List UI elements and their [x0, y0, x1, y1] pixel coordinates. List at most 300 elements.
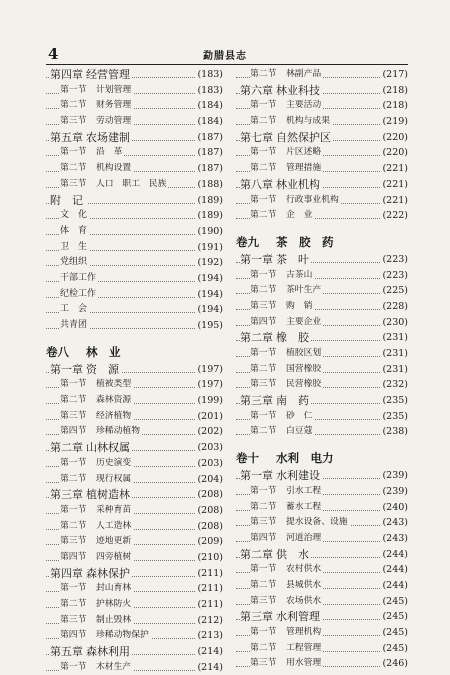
toc-right-column	[236, 67, 408, 672]
toc-entry-label	[250, 562, 323, 578]
toc-entry-page: (204)	[195, 472, 223, 488]
toc-entry-chapter	[236, 177, 408, 193]
toc-entry-label	[240, 252, 311, 268]
toc-entry-section	[236, 562, 408, 578]
toc-entry-title: 封山育林	[96, 583, 132, 594]
toc-entry-label	[250, 145, 323, 161]
toc-entry-title: 劳动管理	[96, 116, 132, 127]
toc-entry-number: 第三章	[240, 610, 273, 624]
toc-entry-label	[250, 656, 323, 672]
toc-entry-page: (225)	[380, 283, 408, 299]
toc-entry-section	[236, 268, 408, 284]
toc-entry-section	[46, 660, 223, 675]
toc-entry-number: 第二节	[250, 116, 277, 127]
toc-entry-chapter	[46, 193, 223, 209]
toc-entry-label	[240, 393, 311, 409]
toc-entry-label	[50, 440, 132, 456]
toc-entry-number: 第五章	[50, 645, 83, 659]
toc-entry-title: 白豆蔻	[286, 426, 313, 437]
toc-entry-label	[60, 581, 133, 597]
toc-entry-title: 经营管理	[86, 68, 130, 81]
toc-entry-title: 资 源	[86, 362, 119, 376]
toc-entry-chapter	[236, 252, 408, 268]
toc-entry-title: 沿 革	[96, 147, 123, 158]
toc-entry-page: (201)	[195, 409, 223, 425]
toc-entry-section	[236, 161, 408, 177]
toc-entry-label	[250, 67, 323, 83]
toc-entry-number: 第七章	[240, 130, 273, 144]
toc-entry-title: 工程管理	[286, 642, 322, 653]
toc-entry-title: 植被类型	[96, 379, 132, 390]
toc-entry-title: 经济植物	[96, 410, 132, 421]
toc-entry-label	[236, 448, 336, 468]
toc-entry-section	[46, 550, 223, 566]
toc-entry-chapter	[46, 566, 223, 582]
toc-entry-page: (184)	[195, 98, 223, 114]
toc-entry-title: 茶 胶 药	[276, 234, 334, 249]
toc-entry-label	[60, 409, 133, 425]
toc-entry-page: (217)	[380, 67, 408, 83]
toc-entry-label	[60, 208, 89, 224]
toc-entry-section	[236, 193, 408, 209]
toc-entry-label	[250, 377, 323, 393]
toc-entry-page: (244)	[380, 578, 408, 594]
toc-entry-number: 第一节	[60, 457, 87, 468]
toc-entry-title: 林 业	[86, 344, 121, 359]
toc-entry-title: 县城供水	[286, 579, 322, 590]
toc-entry-misc	[46, 287, 223, 303]
toc-entry-number: 第一节	[60, 583, 87, 594]
toc-entry-label	[60, 424, 142, 440]
toc-entry-label	[60, 597, 133, 613]
toc-entry-page: (214)	[195, 660, 223, 675]
toc-entry-number: 第四章	[50, 68, 83, 81]
toc-entry-title: 用水管理	[286, 658, 322, 669]
toc-entry-number: 第一节	[60, 147, 87, 158]
toc-entry-title: 人工造林	[96, 520, 132, 531]
toc-entry-title: 护林防火	[96, 599, 132, 609]
toc-entry-label	[250, 531, 323, 547]
toc-entry-number: 第一节	[250, 410, 277, 421]
toc-entry-label	[240, 130, 333, 146]
toc-entry-title: 国营橡胶	[286, 363, 322, 374]
toc-entry-number: 第二节	[60, 163, 87, 174]
toc-entry-label	[250, 424, 314, 440]
toc-entry-chapter	[46, 130, 223, 146]
toc-entry-number: 第一节	[250, 348, 277, 358]
toc-entry-page: (245)	[380, 641, 408, 657]
toc-entry-page: (220)	[380, 145, 408, 161]
toc-entry-section	[236, 656, 408, 672]
toc-entry-number: 第四节	[60, 630, 87, 641]
toc-entry-page: (244)	[380, 547, 408, 563]
toc-entry-number: 第三节	[60, 536, 87, 547]
toc-entry-section	[236, 362, 408, 378]
toc-entry-page: (211)	[195, 581, 223, 597]
toc-entry-label	[50, 193, 88, 209]
toc-entry-label	[60, 660, 133, 675]
toc-entry-page: (231)	[380, 362, 408, 378]
toc-entry-label	[60, 503, 133, 519]
toc-entry-page: (197)	[195, 362, 223, 378]
toc-entry-title: 干部工作	[60, 272, 97, 283]
page-number: 4	[48, 45, 59, 63]
toc-entry-title: 林副产品	[286, 69, 322, 79]
header-rule	[46, 64, 408, 65]
toc-entry-title: 管理措施	[286, 163, 322, 174]
toc-entry-page: (231)	[380, 346, 408, 362]
toc-entry-number: 第二节	[60, 473, 87, 484]
toc-entry-number: 第二章	[240, 331, 273, 345]
toc-entry-misc	[46, 224, 223, 240]
toc-entry-section	[46, 456, 223, 472]
toc-entry-number: 第二节	[60, 395, 87, 406]
toc-entry-section	[236, 346, 408, 362]
toc-entry-chapter	[46, 440, 223, 456]
toc-entry-number: 第四节	[250, 316, 277, 327]
toc-entry-title: 机构与成果	[286, 116, 330, 127]
toc-entry-label	[250, 299, 314, 315]
toc-entry-number: 第二章	[240, 547, 273, 561]
toc-entry-misc	[46, 318, 223, 334]
toc-entry-number: 第五章	[50, 130, 83, 144]
toc-entry-label	[250, 98, 323, 114]
toc-entry-section	[236, 114, 408, 130]
toc-entry-number: 第一节	[250, 564, 277, 575]
toc-entry-section	[46, 114, 223, 130]
toc-entry-title: 四旁植树	[96, 551, 132, 562]
toc-entry-title: 供 水	[276, 547, 309, 561]
toc-entry-section	[236, 484, 408, 500]
toc-entry-page: (246)	[380, 656, 408, 672]
toc-entry-number: 第二节	[250, 285, 277, 296]
toc-entry-juan	[236, 448, 408, 468]
toc-entry-page: (244)	[380, 562, 408, 578]
toc-entry-misc	[46, 240, 223, 256]
toc-entry-chapter	[236, 130, 408, 146]
toc-entry-section	[236, 283, 408, 299]
toc-entry-misc	[46, 302, 223, 318]
toc-entry-number: 第二节	[250, 501, 277, 512]
toc-entry-number: 第一节	[250, 100, 277, 111]
toc-entry-page: (197)	[195, 377, 223, 393]
toc-entry-title: 森林保护	[86, 566, 130, 580]
toc-entry-page: (245)	[380, 609, 408, 625]
toc-entry-section	[46, 83, 223, 99]
toc-entry-label	[60, 255, 89, 271]
toc-entry-page: (221)	[380, 161, 408, 177]
toc-entry-title: 机构设置	[96, 163, 132, 174]
toc-entry-section	[46, 161, 223, 177]
toc-entry-section	[236, 377, 408, 393]
toc-entry-page: (199)	[195, 393, 223, 409]
toc-entry-page: (183)	[195, 67, 223, 83]
toc-entry-chapter	[236, 330, 408, 346]
toc-entry-label	[250, 484, 323, 500]
toc-entry-number: 卷十	[236, 451, 259, 466]
toc-entry-label	[60, 161, 133, 177]
toc-entry-chapter	[236, 547, 408, 563]
toc-entry-chapter	[46, 487, 223, 503]
toc-entry-number: 第八章	[240, 177, 273, 191]
toc-entry-label	[60, 377, 133, 393]
toc-entry-page: (235)	[380, 393, 408, 409]
toc-entry-title: 迹地更新	[96, 536, 132, 547]
toc-entry-page: (187)	[195, 130, 223, 146]
toc-entry-section	[46, 393, 223, 409]
toc-entry-number: 第四章	[50, 566, 83, 580]
toc-entry-title: 文 化	[60, 210, 88, 221]
toc-entry-section	[46, 98, 223, 114]
toc-entry-title: 植树造林	[86, 488, 130, 502]
toc-entry-number: 第二节	[60, 100, 87, 111]
toc-entry-page: (214)	[195, 644, 223, 660]
toc-entry-page: (211)	[195, 566, 223, 582]
toc-entry-title: 共青团	[60, 320, 88, 330]
toc-entry-title: 水利建设	[276, 469, 320, 483]
toc-entry-section	[236, 409, 408, 425]
toc-entry-title: 河道治理	[286, 532, 322, 543]
toc-entry-page: (194)	[195, 302, 223, 318]
toc-entry-number: 第一节	[250, 147, 277, 158]
toc-entry-label	[50, 644, 132, 660]
toc-entry-label	[250, 625, 323, 641]
toc-entry-page: (202)	[195, 424, 223, 440]
toc-entry-title: 纪检工作	[60, 288, 97, 299]
toc-entry-title: 卫 生	[60, 241, 88, 252]
toc-entry-label	[50, 566, 132, 582]
toc-entry-title: 制止毁林	[96, 614, 132, 625]
toc-entry-page: (232)	[380, 377, 408, 393]
toc-entry-title: 采种育苗	[96, 504, 132, 515]
toc-entry-section	[236, 145, 408, 161]
toc-entry-label	[60, 550, 133, 566]
toc-entry-label	[50, 487, 132, 503]
toc-entry-number: 第四节	[250, 532, 277, 543]
toc-entry-label	[60, 224, 89, 240]
toc-entry-section	[46, 409, 223, 425]
toc-entry-title: 农场供水	[286, 595, 322, 606]
toc-entry-label	[60, 177, 168, 193]
toc-entry-title: 管理机构	[286, 627, 322, 637]
toc-entry-label	[250, 161, 323, 177]
toc-entry-section	[46, 628, 223, 644]
toc-entry-page: (192)	[195, 255, 223, 271]
toc-entry-section	[236, 98, 408, 114]
toc-entry-number: 卷八	[46, 344, 69, 359]
toc-entry-label	[240, 547, 311, 563]
toc-entry-section	[236, 594, 408, 610]
toc-entry-section	[236, 515, 408, 531]
toc-entry-section	[46, 534, 223, 550]
toc-entry-number: 第二节	[250, 579, 277, 590]
toc-entry-page: (222)	[380, 208, 408, 224]
toc-entry-page: (184)	[195, 114, 223, 130]
toc-entry-number: 第三节	[250, 300, 277, 311]
toc-entry-page: (195)	[195, 318, 223, 334]
toc-entry-chapter	[46, 644, 223, 660]
toc-entry-number: 第一节	[250, 627, 277, 637]
toc-entry-title: 购 销	[286, 300, 313, 311]
toc-entry-page: (235)	[380, 409, 408, 425]
toc-entry-label	[250, 362, 323, 378]
toc-entry-label	[60, 472, 133, 488]
toc-entry-page: (240)	[380, 500, 408, 516]
toc-entry-page: (213)	[195, 628, 223, 644]
toc-entry-label	[250, 315, 323, 331]
toc-entry-number: 第一节	[60, 661, 87, 672]
toc-entry-title: 橡 胶	[276, 331, 309, 345]
toc-entry-juan	[236, 232, 408, 252]
toc-entry-label	[240, 83, 322, 99]
toc-entry-number: 第二节	[60, 520, 87, 531]
toc-entry-chapter	[236, 83, 408, 99]
toc-entry-page: (239)	[380, 468, 408, 484]
toc-entry-section	[236, 578, 408, 594]
toc-entry-page: (230)	[380, 315, 408, 331]
toc-entry-misc	[46, 255, 223, 271]
toc-entry-label	[50, 130, 132, 146]
toc-entry-page: (243)	[380, 515, 408, 531]
toc-entry-page: (183)	[195, 83, 223, 99]
toc-entry-label	[250, 641, 323, 657]
toc-entry-title: 体 育	[60, 225, 88, 236]
toc-entry-title: 砂 仁	[286, 410, 313, 421]
toc-entry-label	[60, 456, 133, 472]
toc-entry-label	[240, 609, 322, 625]
toc-entry-title: 财务管理	[96, 100, 132, 111]
running-header-title: 勐腊县志	[203, 51, 247, 62]
toc-entry-number: 卷九	[236, 234, 259, 249]
toc-entry-section	[236, 424, 408, 440]
toc-entry-title: 主要企业	[286, 316, 322, 327]
toc-entry-section	[236, 208, 408, 224]
toc-entry-label	[250, 208, 314, 224]
toc-entry-title: 林业机构	[276, 177, 320, 191]
toc-entry-number: 第一章	[50, 362, 83, 376]
toc-entry-page: (221)	[380, 193, 408, 209]
toc-entry-label	[46, 342, 123, 362]
toc-entry-section	[46, 424, 223, 440]
toc-entry-page: (194)	[195, 287, 223, 303]
toc-entry-label	[250, 594, 323, 610]
toc-entry-number: 第二章	[50, 441, 83, 455]
toc-entry-page: (208)	[195, 519, 223, 535]
toc-entry-title: 水利 电力	[276, 451, 334, 466]
toc-entry-section	[46, 597, 223, 613]
toc-entry-label	[50, 362, 121, 378]
toc-entry-label	[250, 515, 350, 531]
toc-entry-title: 片区述略	[286, 147, 322, 158]
toc-entry-page: (187)	[195, 161, 223, 177]
toc-entry-page: (194)	[195, 271, 223, 287]
toc-entry-page: (210)	[195, 550, 223, 566]
toc-entry-title: 木材生产	[96, 661, 132, 672]
toc-entry-section	[46, 177, 223, 193]
toc-entry-number: 附 记	[50, 193, 83, 207]
toc-entry-label	[60, 613, 133, 629]
toc-entry-chapter	[46, 67, 223, 83]
toc-entry-label	[250, 283, 323, 299]
toc-entry-number: 第三节	[250, 658, 277, 669]
toc-entry-section	[46, 581, 223, 597]
toc-entry-number: 第一章	[240, 252, 273, 266]
toc-entry-page: (188)	[195, 177, 223, 193]
toc-entry-section	[46, 377, 223, 393]
toc-entry-title: 主要活动	[286, 100, 322, 111]
toc-entry-section	[46, 613, 223, 629]
toc-entry-label	[250, 346, 323, 362]
toc-entry-label	[60, 114, 133, 130]
toc-entry-page: (238)	[380, 424, 408, 440]
toc-entry-label	[240, 330, 311, 346]
toc-entry-page: (187)	[195, 145, 223, 161]
toc-entry-title: 水利管理	[276, 610, 320, 624]
toc-entry-section	[236, 531, 408, 547]
toc-entry-section	[236, 625, 408, 641]
toc-entry-number: 第三节	[250, 517, 277, 528]
toc-entry-title: 林业科技	[276, 83, 320, 97]
toc-entry-title: 现行权属	[96, 473, 132, 484]
toc-entry-title: 茶叶生产	[286, 285, 322, 296]
toc-entry-number: 第四节	[60, 551, 87, 562]
toc-entry-number: 第一节	[60, 84, 87, 95]
toc-entry-section	[236, 67, 408, 83]
toc-entry-page: (189)	[195, 208, 223, 224]
toc-entry-label	[60, 519, 133, 535]
toc-entry-page: (239)	[380, 484, 408, 500]
toc-entry-section	[236, 641, 408, 657]
toc-entry-section	[46, 145, 223, 161]
toc-entry-chapter	[46, 362, 223, 378]
toc-entry-number: 第一节	[250, 194, 277, 205]
toc-entry-label	[60, 240, 89, 256]
toc-entry-number: 第三节	[60, 614, 87, 625]
toc-entry-number: 第三节	[60, 116, 87, 127]
toc-entry-section	[46, 519, 223, 535]
toc-entry-title: 珍稀动物保护	[96, 630, 149, 641]
toc-entry-title: 自然保护区	[276, 130, 331, 144]
toc-entry-title: 森林资源	[96, 395, 132, 406]
toc-left-column	[46, 67, 223, 675]
toc-entry-page: (218)	[380, 98, 408, 114]
toc-entry-label	[240, 468, 322, 484]
toc-entry-title: 古茶山	[286, 269, 313, 280]
toc-entry-label	[60, 628, 151, 644]
toc-entry-title: 党组织	[60, 257, 88, 268]
toc-entry-title: 工 会	[60, 304, 88, 315]
toc-entry-chapter	[236, 393, 408, 409]
toc-entry-number: 第三节	[250, 379, 277, 390]
toc-entry-section	[236, 315, 408, 331]
toc-entry-title: 提水设备、设施	[286, 517, 348, 528]
toc-entry-title: 蓄水工程	[286, 501, 322, 512]
toc-entry-juan	[46, 342, 223, 362]
toc-entry-page: (208)	[195, 487, 223, 503]
toc-entry-page: (189)	[195, 193, 223, 209]
toc-entry-page: (203)	[195, 440, 223, 456]
toc-entry-title: 企 业	[286, 210, 313, 221]
toc-entry-label	[250, 268, 314, 284]
toc-entry-title: 珍稀动植物	[96, 426, 140, 437]
toc-entry-page: (220)	[380, 130, 408, 146]
toc-entry-title: 计划管理	[96, 84, 132, 95]
toc-entry-number: 第三节	[60, 178, 87, 189]
toc-entry-page: (191)	[195, 240, 223, 256]
toc-entry-title: 植胶区划	[286, 348, 322, 358]
toc-entry-title: 山林权属	[86, 441, 130, 455]
toc-entry-page: (223)	[380, 268, 408, 284]
